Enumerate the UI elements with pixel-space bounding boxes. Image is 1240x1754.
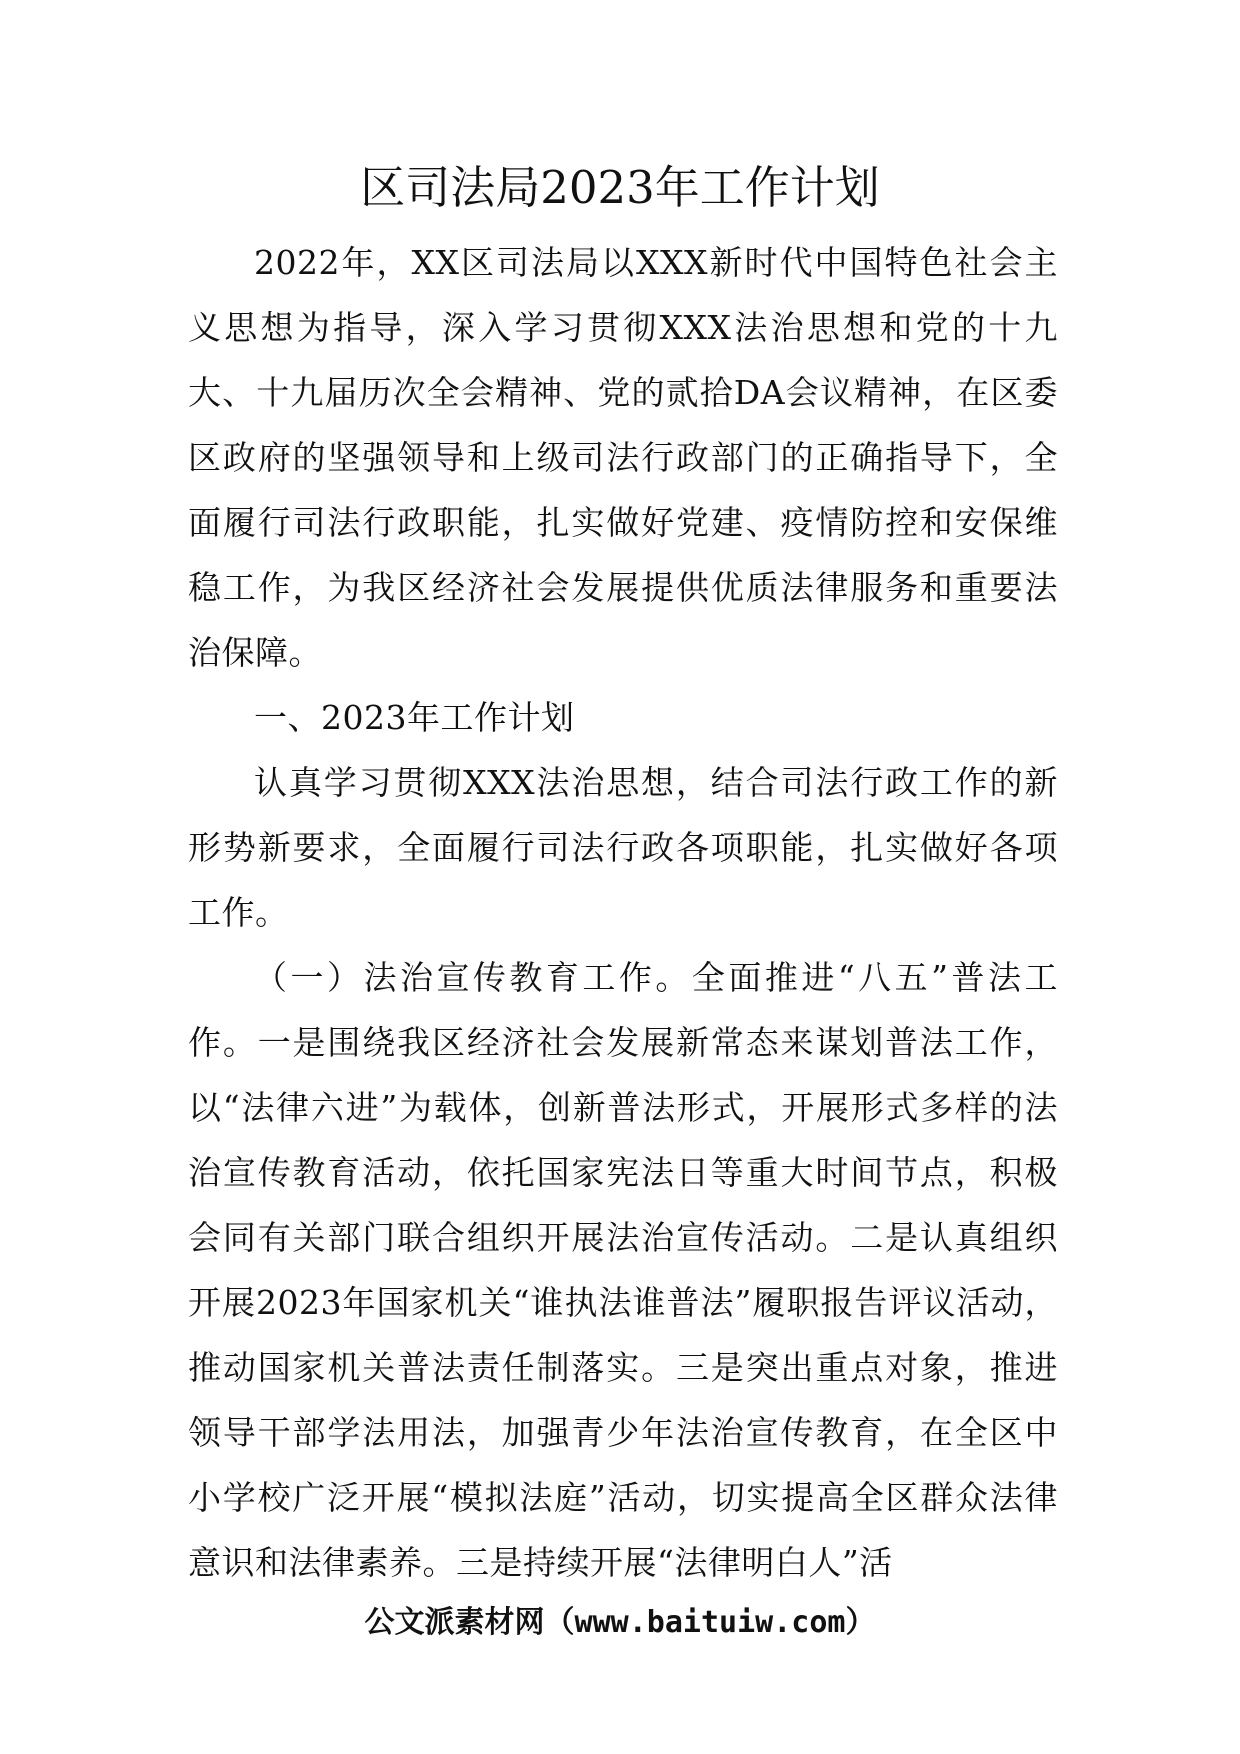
document-title: 区司法局2023年工作计划: [360, 161, 880, 214]
section-heading: 一、2023年工作计划: [254, 698, 575, 737]
intro-paragraph: 2022年，XX区司法局以XXX新时代中国特色社会主义思想为指导，深入学习贯彻XXX法治思想和党的十九大、十九届历次全会精神、党的贰拾DA会议精神，在区委区政府的坚强领导和上级司法行政部门的正确指导下，全面履行司法行政职能，扎实做好党建、疫情防控和安保维稳工作，为我区经济社会发展提供优质法律服务和重要法治保障。: [188, 243, 1058, 672]
watermark-footer: 公文派素材网（www.baituiw.com）: [364, 1605, 876, 1640]
section-intro-paragraph: 认真学习贯彻XXX法治思想，结合司法行政工作的新形势新要求，全面履行司法行政各项职能，扎实做好各项工作。: [188, 763, 1058, 932]
document-body: [188, 230, 1058, 1595]
legal-education-paragraph: （一）法治宣传教育工作。全面推进“八五”普法工作。一是围绕我区经济社会发展新常态来谋划普法工作，以“法律六进”为载体，创新普法形式，开展形式多样的法治宣传教育活动，依托国家宪法日等重大时间节点，积极会同有关部门联合组织开展法治宣传活动。二是认真组织开展2023年国家机关“谁执法谁普法”履职报告评议活动，推动国家机关普法责任制落实。三是突出重点对象，推进领导干部学法用法，加强青少年法治宣传教育，在全区中小学校广泛开展“模拟法庭”活动，切实提高全区群众法律意识和法律素养。三是持续开展“法律明白人”活: [188, 958, 1058, 1582]
